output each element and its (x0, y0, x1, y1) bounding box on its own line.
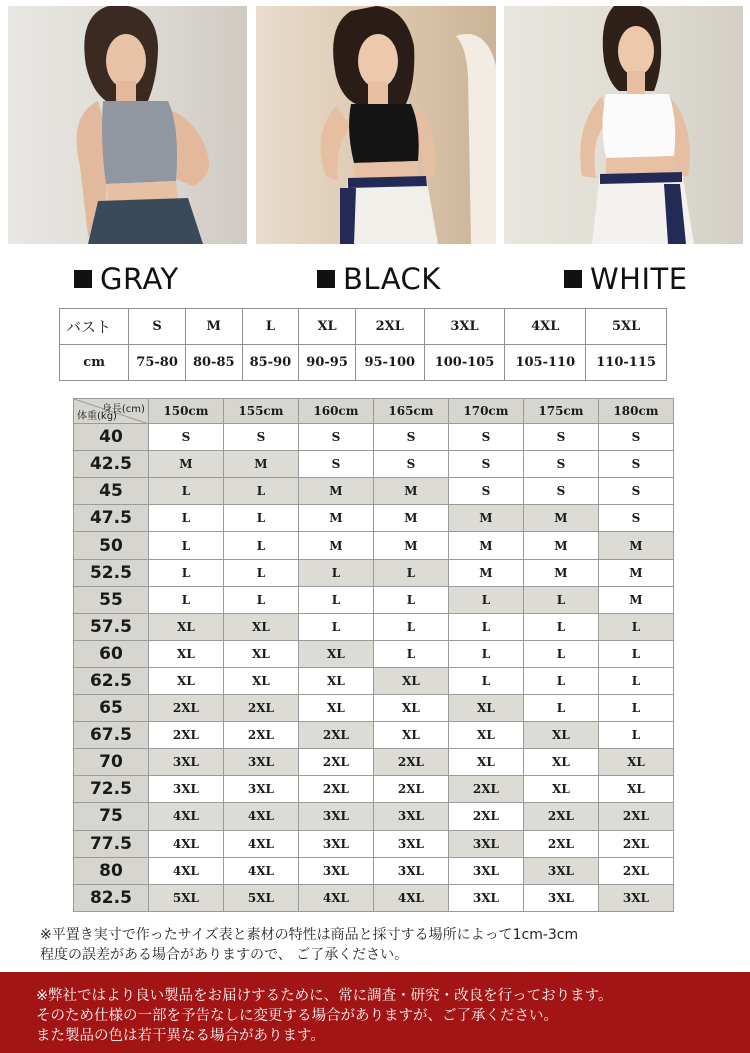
size-cell: L (523, 695, 598, 722)
size-cell: L (523, 613, 598, 640)
size-cell: XL (523, 749, 598, 776)
height-header: 165cm (373, 399, 448, 424)
size-cell: 3XL (223, 776, 298, 803)
bust-size: 4XL (505, 309, 586, 345)
weight-label: 40 (74, 424, 149, 451)
size-cell: 2XL (298, 776, 373, 803)
size-cell: L (298, 586, 373, 613)
grid-corner (74, 399, 149, 424)
bust-size: 5XL (586, 309, 667, 345)
weight-label: 82.5 (74, 884, 149, 911)
size-cell: M (523, 559, 598, 586)
size-cell: L (448, 640, 523, 667)
height-header: 175cm (523, 399, 598, 424)
size-cell: L (373, 613, 448, 640)
bust-size: 2XL (355, 309, 424, 345)
size-cell: XL (148, 667, 223, 694)
size-cell: 3XL (373, 857, 448, 884)
size-cell: XL (373, 722, 448, 749)
size-cell: 2XL (298, 749, 373, 776)
size-cell: S (523, 424, 598, 451)
size-cell: XL (523, 776, 598, 803)
size-cell: L (148, 478, 223, 505)
bust-size: M (185, 309, 242, 345)
size-cell: 3XL (448, 830, 523, 857)
bust-size: L (242, 309, 299, 345)
height-header: 180cm (598, 399, 673, 424)
size-cell: L (523, 640, 598, 667)
size-cell: 3XL (298, 830, 373, 857)
size-cell: 2XL (298, 722, 373, 749)
bust-range: 80-85 (185, 345, 242, 381)
unit-label: cm (60, 345, 129, 381)
size-cell: 3XL (523, 884, 598, 911)
size-cell: S (298, 424, 373, 451)
size-cell: 2XL (448, 776, 523, 803)
size-cell: L (148, 532, 223, 559)
size-grid-row (74, 559, 674, 586)
size-cell: 4XL (148, 857, 223, 884)
size-cell: 3XL (148, 776, 223, 803)
size-cell: L (523, 667, 598, 694)
size-cell: S (523, 478, 598, 505)
weight-axis-label: 体重(kg) (77, 411, 117, 423)
size-grid-row (74, 776, 674, 803)
note-line: 程度の誤差がある場合がありますので、 ご了承ください。 (40, 947, 409, 963)
size-grid-row (74, 613, 674, 640)
notice-line: そのため仕様の一部を予告なしに変更する場合がありますが、ご了承ください。 (36, 1008, 558, 1024)
size-cell: L (373, 586, 448, 613)
size-cell: XL (598, 776, 673, 803)
size-cell: 2XL (373, 749, 448, 776)
color-name: BLACK (343, 262, 441, 296)
bust-range: 90-95 (299, 345, 356, 381)
size-cell: 2XL (223, 722, 298, 749)
size-cell: 3XL (448, 857, 523, 884)
size-cell: M (298, 478, 373, 505)
size-cell: XL (373, 695, 448, 722)
color-name: GRAY (100, 262, 179, 296)
square-bullet-icon (74, 270, 92, 288)
size-grid-row (74, 695, 674, 722)
bust-size-row (60, 309, 667, 345)
size-grid-row (74, 532, 674, 559)
size-cell: L (298, 559, 373, 586)
size-grid-row (74, 478, 674, 505)
size-cell: 4XL (298, 884, 373, 911)
size-cell: L (148, 505, 223, 532)
size-cell: S (448, 478, 523, 505)
size-grid-row (74, 640, 674, 667)
size-grid-row (74, 884, 674, 911)
size-cell: 4XL (148, 830, 223, 857)
weight-label: 60 (74, 640, 149, 667)
size-cell: 3XL (298, 803, 373, 830)
size-cell: XL (448, 722, 523, 749)
size-cell: S (298, 451, 373, 478)
size-cell: XL (598, 749, 673, 776)
weight-label: 50 (74, 532, 149, 559)
size-grid-row (74, 451, 674, 478)
size-cell: XL (148, 640, 223, 667)
size-cell: M (598, 559, 673, 586)
size-grid-row (74, 830, 674, 857)
size-cell: S (448, 424, 523, 451)
size-cell: M (373, 532, 448, 559)
size-cell: 2XL (598, 857, 673, 884)
weight-label: 57.5 (74, 613, 149, 640)
size-cell: XL (373, 667, 448, 694)
product-photo-white (504, 6, 743, 244)
size-cell: S (598, 424, 673, 451)
size-cell: 3XL (223, 749, 298, 776)
weight-label: 42.5 (74, 451, 149, 478)
size-cell: L (598, 640, 673, 667)
size-cell: 4XL (223, 803, 298, 830)
square-bullet-icon (317, 270, 335, 288)
size-cell: 3XL (298, 857, 373, 884)
size-cell: 4XL (223, 857, 298, 884)
note-line: ※平置き実寸で作ったサイズ表と素材の特性は商品と採寸する場所によって1cm-3cm (40, 927, 579, 943)
size-cell: L (448, 613, 523, 640)
size-cell: L (598, 695, 673, 722)
size-cell: L (373, 559, 448, 586)
size-cell: L (223, 505, 298, 532)
color-name: WHITE (590, 262, 688, 296)
height-header-row (74, 399, 674, 424)
weight-label: 62.5 (74, 667, 149, 694)
color-label-gray (74, 262, 179, 296)
weight-label: 75 (74, 803, 149, 830)
size-grid-row (74, 803, 674, 830)
weight-label: 72.5 (74, 776, 149, 803)
color-label-black (317, 262, 441, 296)
size-cell: L (223, 586, 298, 613)
bust-size-table (59, 308, 667, 381)
height-weight-size-grid (73, 398, 674, 912)
size-cell: 2XL (148, 695, 223, 722)
size-cell: 2XL (598, 830, 673, 857)
bust-range: 110-115 (586, 345, 667, 381)
bust-range: 85-90 (242, 345, 299, 381)
weight-label: 52.5 (74, 559, 149, 586)
size-cell: 2XL (448, 803, 523, 830)
size-cell: 3XL (373, 830, 448, 857)
size-cell: 2XL (148, 722, 223, 749)
size-cell: S (523, 451, 598, 478)
bust-size: XL (299, 309, 356, 345)
measurement-note (40, 925, 730, 965)
size-cell: 4XL (223, 830, 298, 857)
size-cell: 2XL (223, 695, 298, 722)
product-photo-gray (8, 6, 247, 244)
size-grid-row (74, 505, 674, 532)
size-cell: S (148, 424, 223, 451)
size-cell: S (598, 451, 673, 478)
notice-text (36, 986, 736, 1046)
size-cell: L (223, 532, 298, 559)
size-cell: 2XL (523, 803, 598, 830)
size-cell: M (373, 478, 448, 505)
size-grid-row (74, 424, 674, 451)
size-cell: XL (298, 667, 373, 694)
size-cell: L (523, 586, 598, 613)
size-cell: XL (448, 749, 523, 776)
size-cell: L (148, 559, 223, 586)
size-cell: L (598, 667, 673, 694)
size-cell: XL (148, 613, 223, 640)
notice-line: また製品の色は若干異なる場合があります。 (36, 1028, 325, 1044)
size-cell: M (448, 532, 523, 559)
size-cell: S (448, 451, 523, 478)
size-cell: 2XL (523, 830, 598, 857)
weight-label: 45 (74, 478, 149, 505)
height-axis-label: 身長(cm) (101, 404, 145, 415)
size-cell: S (373, 424, 448, 451)
size-cell: XL (298, 640, 373, 667)
size-grid-row (74, 857, 674, 884)
size-cell: XL (448, 695, 523, 722)
size-cell: XL (223, 613, 298, 640)
square-bullet-icon (564, 270, 582, 288)
size-cell: M (523, 505, 598, 532)
size-cell: M (448, 505, 523, 532)
product-photo-black (256, 6, 496, 244)
size-cell: M (598, 586, 673, 613)
weight-label: 77.5 (74, 830, 149, 857)
size-grid-row (74, 586, 674, 613)
bust-range: 105-110 (505, 345, 586, 381)
size-grid-row (74, 749, 674, 776)
size-grid-row (74, 667, 674, 694)
size-cell: L (598, 613, 673, 640)
size-cell: L (598, 722, 673, 749)
size-cell: L (298, 613, 373, 640)
bust-size: 3XL (424, 309, 505, 345)
size-cell: 3XL (523, 857, 598, 884)
size-cell: L (373, 640, 448, 667)
bust-range: 75-80 (129, 345, 186, 381)
bust-size: S (129, 309, 186, 345)
notice-line: ※弊社ではより良い製品をお届けするために、常に調査・研究・改良を行っております。 (36, 988, 613, 1004)
size-cell: 5XL (223, 884, 298, 911)
size-cell: 3XL (148, 749, 223, 776)
size-cell: XL (523, 722, 598, 749)
size-cell: M (298, 532, 373, 559)
size-cell: M (298, 505, 373, 532)
bust-range: 95-100 (355, 345, 424, 381)
size-cell: M (448, 559, 523, 586)
size-cell: L (448, 667, 523, 694)
size-cell: S (598, 505, 673, 532)
size-cell: 3XL (448, 884, 523, 911)
size-cell: 2XL (598, 803, 673, 830)
size-cell: L (223, 559, 298, 586)
height-header: 155cm (223, 399, 298, 424)
bust-label: バスト (60, 309, 129, 345)
weight-label: 47.5 (74, 505, 149, 532)
size-cell: S (598, 478, 673, 505)
size-cell: XL (223, 640, 298, 667)
size-cell: 2XL (373, 776, 448, 803)
size-cell: 3XL (598, 884, 673, 911)
size-cell: XL (223, 667, 298, 694)
height-header: 160cm (298, 399, 373, 424)
size-cell: 4XL (148, 803, 223, 830)
weight-label: 80 (74, 857, 149, 884)
size-cell: 3XL (373, 803, 448, 830)
size-cell: M (223, 451, 298, 478)
size-cell: XL (298, 695, 373, 722)
color-label-white (564, 262, 688, 296)
bust-range: 100-105 (424, 345, 505, 381)
size-cell: M (148, 451, 223, 478)
bust-range-row (60, 345, 667, 381)
size-grid-row (74, 722, 674, 749)
size-cell: M (598, 532, 673, 559)
size-cell: M (373, 505, 448, 532)
weight-label: 65 (74, 695, 149, 722)
size-cell: L (223, 478, 298, 505)
weight-label: 70 (74, 749, 149, 776)
size-cell: S (373, 451, 448, 478)
weight-label: 67.5 (74, 722, 149, 749)
size-cell: L (448, 586, 523, 613)
size-cell: S (223, 424, 298, 451)
height-header: 150cm (148, 399, 223, 424)
size-cell: 4XL (373, 884, 448, 911)
weight-label: 55 (74, 586, 149, 613)
height-header: 170cm (448, 399, 523, 424)
size-cell: 5XL (148, 884, 223, 911)
size-cell: L (148, 586, 223, 613)
size-cell: M (523, 532, 598, 559)
